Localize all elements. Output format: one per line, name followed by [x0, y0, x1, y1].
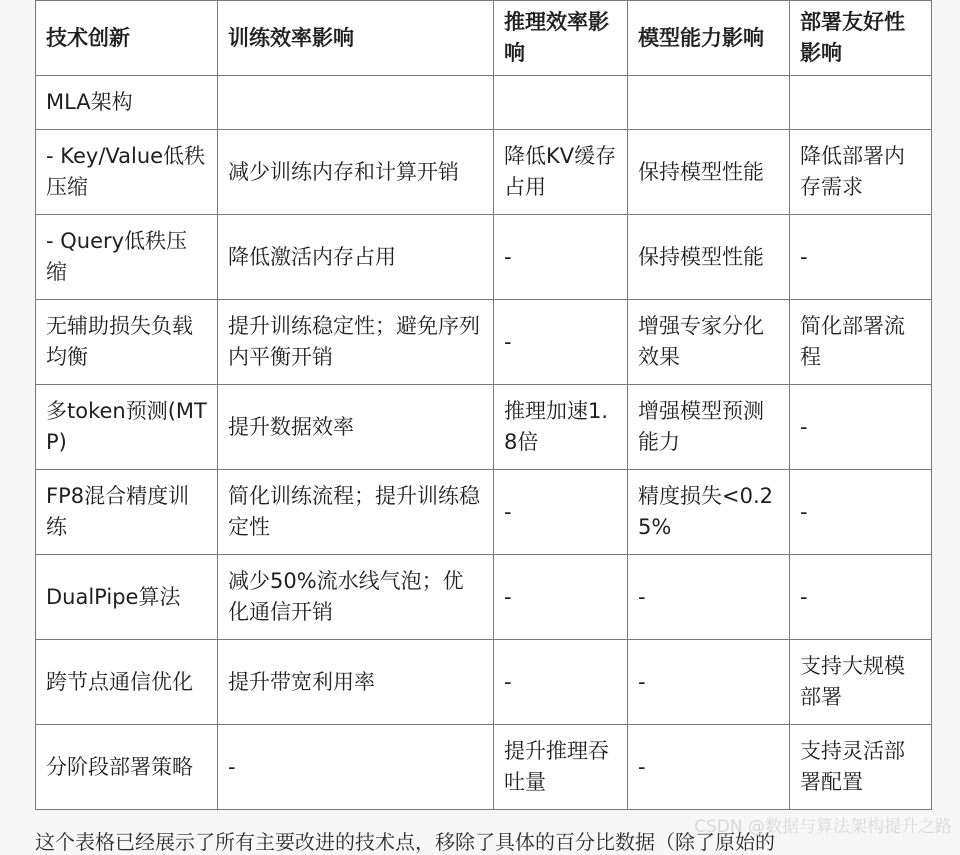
- table-cell: - Key/Value低秩压缩: [36, 130, 218, 215]
- table-cell: 分阶段部署策略: [36, 725, 218, 810]
- table-cell: 提升训练稳定性；避免序列内平衡开销: [218, 300, 494, 385]
- table-cell: 保持模型性能: [628, 215, 790, 300]
- table-cell: 精度损失<0.25%: [628, 470, 790, 555]
- table-cell: [790, 76, 932, 130]
- table-cell: -: [494, 640, 628, 725]
- table-cell: 降低部署内存需求: [790, 130, 932, 215]
- table-cell: 减少训练内存和计算开销: [218, 130, 494, 215]
- table-row: [36, 725, 932, 810]
- table-header-row: [36, 1, 932, 76]
- table-row: [36, 470, 932, 555]
- table-cell: [218, 76, 494, 130]
- table-row: [36, 215, 932, 300]
- table-cell: FP8混合精度训练: [36, 470, 218, 555]
- header-cell: 技术创新: [36, 1, 218, 76]
- table-cell: - Query低秩压缩: [36, 215, 218, 300]
- table-cell: 保持模型性能: [628, 130, 790, 215]
- table-cell: -: [628, 555, 790, 640]
- comparison-table-container: [35, 0, 931, 810]
- table-cell: -: [218, 725, 494, 810]
- watermark: CSDN @数据与算法架构提升之路: [694, 817, 952, 837]
- table-cell: MLA架构: [36, 76, 218, 130]
- table-cell: [494, 76, 628, 130]
- table-cell: 提升推理吞吐量: [494, 725, 628, 810]
- table-row: [36, 555, 932, 640]
- table-row: [36, 385, 932, 470]
- table-cell: 降低KV缓存占用: [494, 130, 628, 215]
- table-cell: -: [494, 470, 628, 555]
- table-cell: 简化训练流程；提升训练稳定性: [218, 470, 494, 555]
- comparison-table: [35, 0, 932, 810]
- table-cell: -: [494, 215, 628, 300]
- header-cell: 训练效率影响: [218, 1, 494, 76]
- table-cell: 增强专家分化效果: [628, 300, 790, 385]
- table-cell: -: [494, 300, 628, 385]
- table-cell: -: [628, 725, 790, 810]
- header-cell: 模型能力影响: [628, 1, 790, 76]
- table-cell: -: [628, 640, 790, 725]
- table-cell: 增强模型预测能力: [628, 385, 790, 470]
- table-cell: 推理加速1.8倍: [494, 385, 628, 470]
- table-cell: [628, 76, 790, 130]
- table-cell: -: [790, 215, 932, 300]
- table-cell: 减少50%流水线气泡；优化通信开销: [218, 555, 494, 640]
- table-cell: -: [790, 385, 932, 470]
- table-cell: 跨节点通信优化: [36, 640, 218, 725]
- table-cell: -: [790, 555, 932, 640]
- table-cell: -: [494, 555, 628, 640]
- table-cell: 提升带宽利用率: [218, 640, 494, 725]
- table-cell: 提升数据效率: [218, 385, 494, 470]
- table-row: [36, 300, 932, 385]
- table-cell: 无辅助损失负载均衡: [36, 300, 218, 385]
- table-row: [36, 640, 932, 725]
- table-cell: DualPipe算法: [36, 555, 218, 640]
- table-cell: 简化部署流程: [790, 300, 932, 385]
- header-cell: 推理效率影响: [494, 1, 628, 76]
- header-cell: 部署友好性影响: [790, 1, 932, 76]
- table-cell: 多token预测(MTP): [36, 385, 218, 470]
- table-cell: 支持灵活部署配置: [790, 725, 932, 810]
- footer-paragraph: 这个表格已经展示了所有主要改进的技术点，移除了具体的百分比数据（除了原始的: [35, 830, 775, 854]
- table-cell: -: [790, 470, 932, 555]
- table-cell: 降低激活内存占用: [218, 215, 494, 300]
- table-row: [36, 76, 932, 130]
- table-row: [36, 130, 932, 215]
- table-cell: 支持大规模部署: [790, 640, 932, 725]
